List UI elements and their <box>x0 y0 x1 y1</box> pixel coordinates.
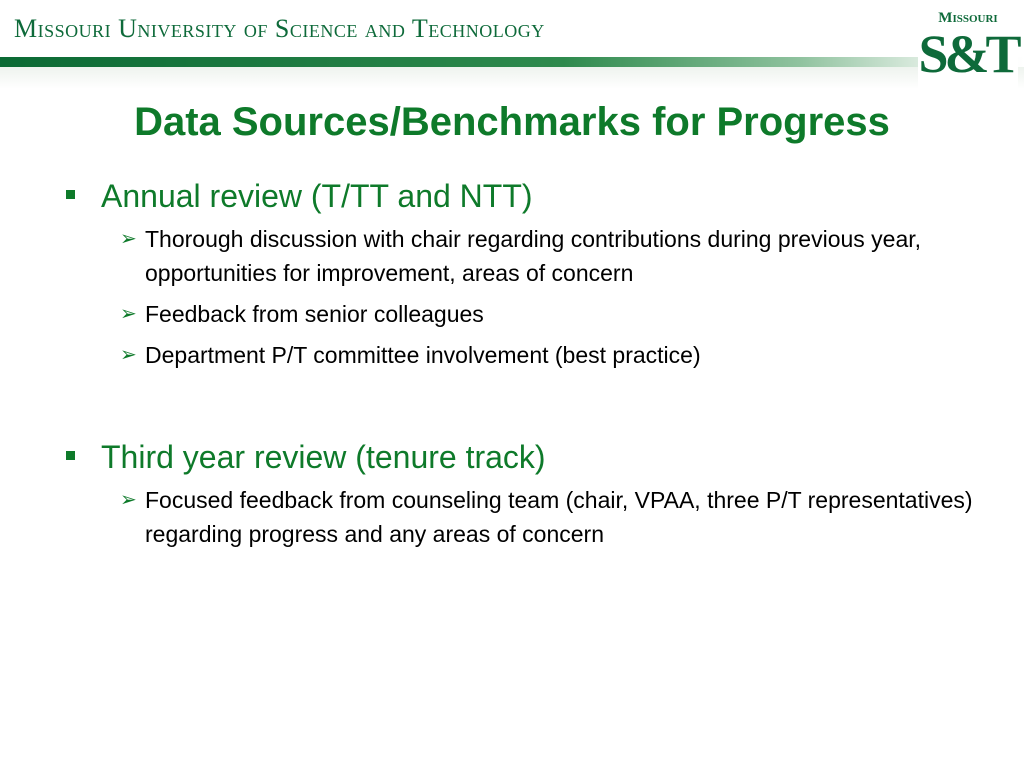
university-name: Missouri University of Science and Technology <box>14 14 545 43</box>
sub-bullet <box>120 483 986 551</box>
sub-bullet-text: Feedback from senior colleagues <box>145 301 484 327</box>
bullet-annual-review <box>66 176 986 216</box>
arrow-bullet-icon: ➢ <box>120 489 137 511</box>
arrow-bullet-icon: ➢ <box>120 303 137 325</box>
bullet-third-year-review <box>66 437 986 477</box>
arrow-bullet-icon: ➢ <box>120 228 137 250</box>
logo-st-mark: S&T <box>918 24 1018 84</box>
sub-bullet-text: Department P/T committee involvement (best practice) <box>145 342 701 368</box>
sub-bullet <box>120 338 986 372</box>
header-fade <box>0 67 1024 89</box>
missouri-st-logo <box>918 4 1018 88</box>
annual-review-subitems <box>120 222 986 372</box>
slide-content <box>66 176 986 558</box>
bullet-heading: Annual review (T/TT and NTT) <box>101 178 533 214</box>
arrow-bullet-icon: ➢ <box>120 344 137 366</box>
square-bullet-icon <box>66 190 75 199</box>
square-bullet-icon <box>66 451 75 460</box>
sub-bullet-text: Thorough discussion with chair regarding contributions during previous year, opportunities for improvement, areas of concern <box>145 226 922 286</box>
sub-bullet-text: Focused feedback from counseling team (chair, VPAA, three P/T representatives) regarding progress and any areas of concern <box>145 487 973 547</box>
third-year-subitems <box>120 483 986 551</box>
header-gradient-bar <box>0 57 1024 67</box>
sub-bullet <box>120 297 986 331</box>
bullet-heading: Third year review (tenure track) <box>101 439 546 475</box>
slide-title: Data Sources/Benchmarks for Progress <box>134 100 890 144</box>
sub-bullet <box>120 222 986 290</box>
logo-missouri-text: Missouri <box>938 10 998 26</box>
